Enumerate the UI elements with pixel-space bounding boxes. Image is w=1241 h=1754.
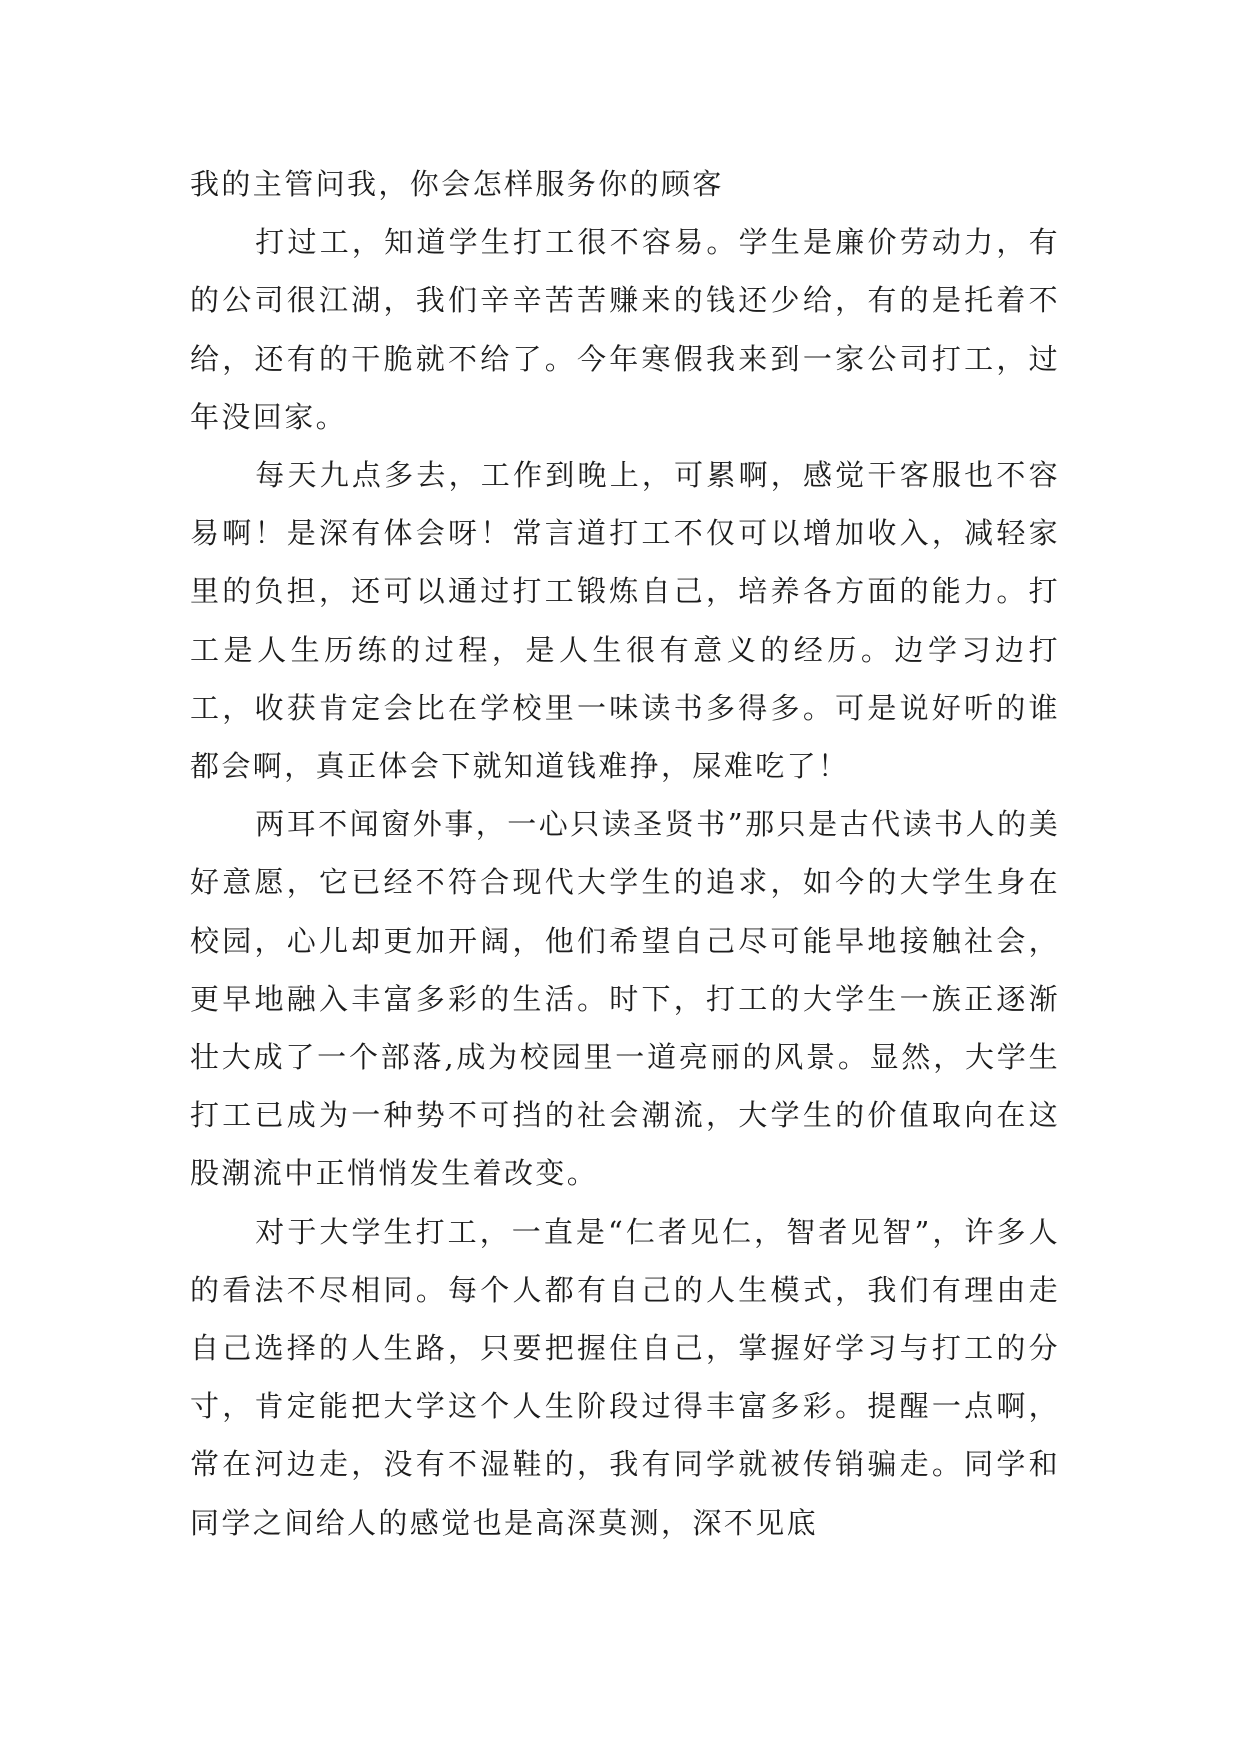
paragraph-1: 打过工，知道学生打工很不容易。学生是廉价劳动力，有的公司很江湖，我们辛辛苦苦赚来的钱还少给，有的是托着不给，还有的干脆就不给了。今年寒假我来到一家公司打工，过年没回家。 — [190, 225, 1060, 434]
document-title: 我的主管问我，你会怎样服务你的顾客 — [190, 167, 724, 201]
paragraph-2: 每天九点多去，工作到晚上，可累啊，感觉干客服也不容易啊！是深有体会呀！常言道打工不仅可以增加收入，减轻家里的负担，还可以通过打工锻炼自己，培养各方面的能力。打工是人生历练的过程，是人生很有意义的经历。边学习边打工，收获肯定会比在学校里一味读书多得多。可是说好听的谁都会啊，真正体会下就知道钱难挣，屎难吃了！ — [190, 458, 1060, 784]
paragraph-4: 对于大学生打工，一直是“仁者见仁，智者见智”，许多人的看法不尽相同。每个人都有自己的人生模式，我们有理由走自己选择的人生路，只要把握住自己，掌握好学习与打工的分寸，肯定能把大学这个人生阶段过得丰富多彩。提醒一点啊，常在河边走，没有不湿鞋的，我有同学就被传销骗走。同学和同学之间给人的感觉也是高深莫测，深不见底 — [190, 1214, 1060, 1540]
document-body — [190, 155, 1060, 1552]
paragraph-3: 两耳不闻窗外事，一心只读圣贤书”那只是古代读书人的美好意愿，它已经不符合现代大学生的追求，如今的大学生身在校园，心儿却更加开阔，他们希望自己尽可能早地接触社会，更早地融入丰富多彩的生活。时下，打工的大学生一族正逐渐壮大成了一个部落,成为校园里一道亮丽的风景。显然，大学生打工已成为一种势不可挡的社会潮流，大学生的价值取向在这股潮流中正悄悄发生着改变。 — [190, 807, 1060, 1191]
